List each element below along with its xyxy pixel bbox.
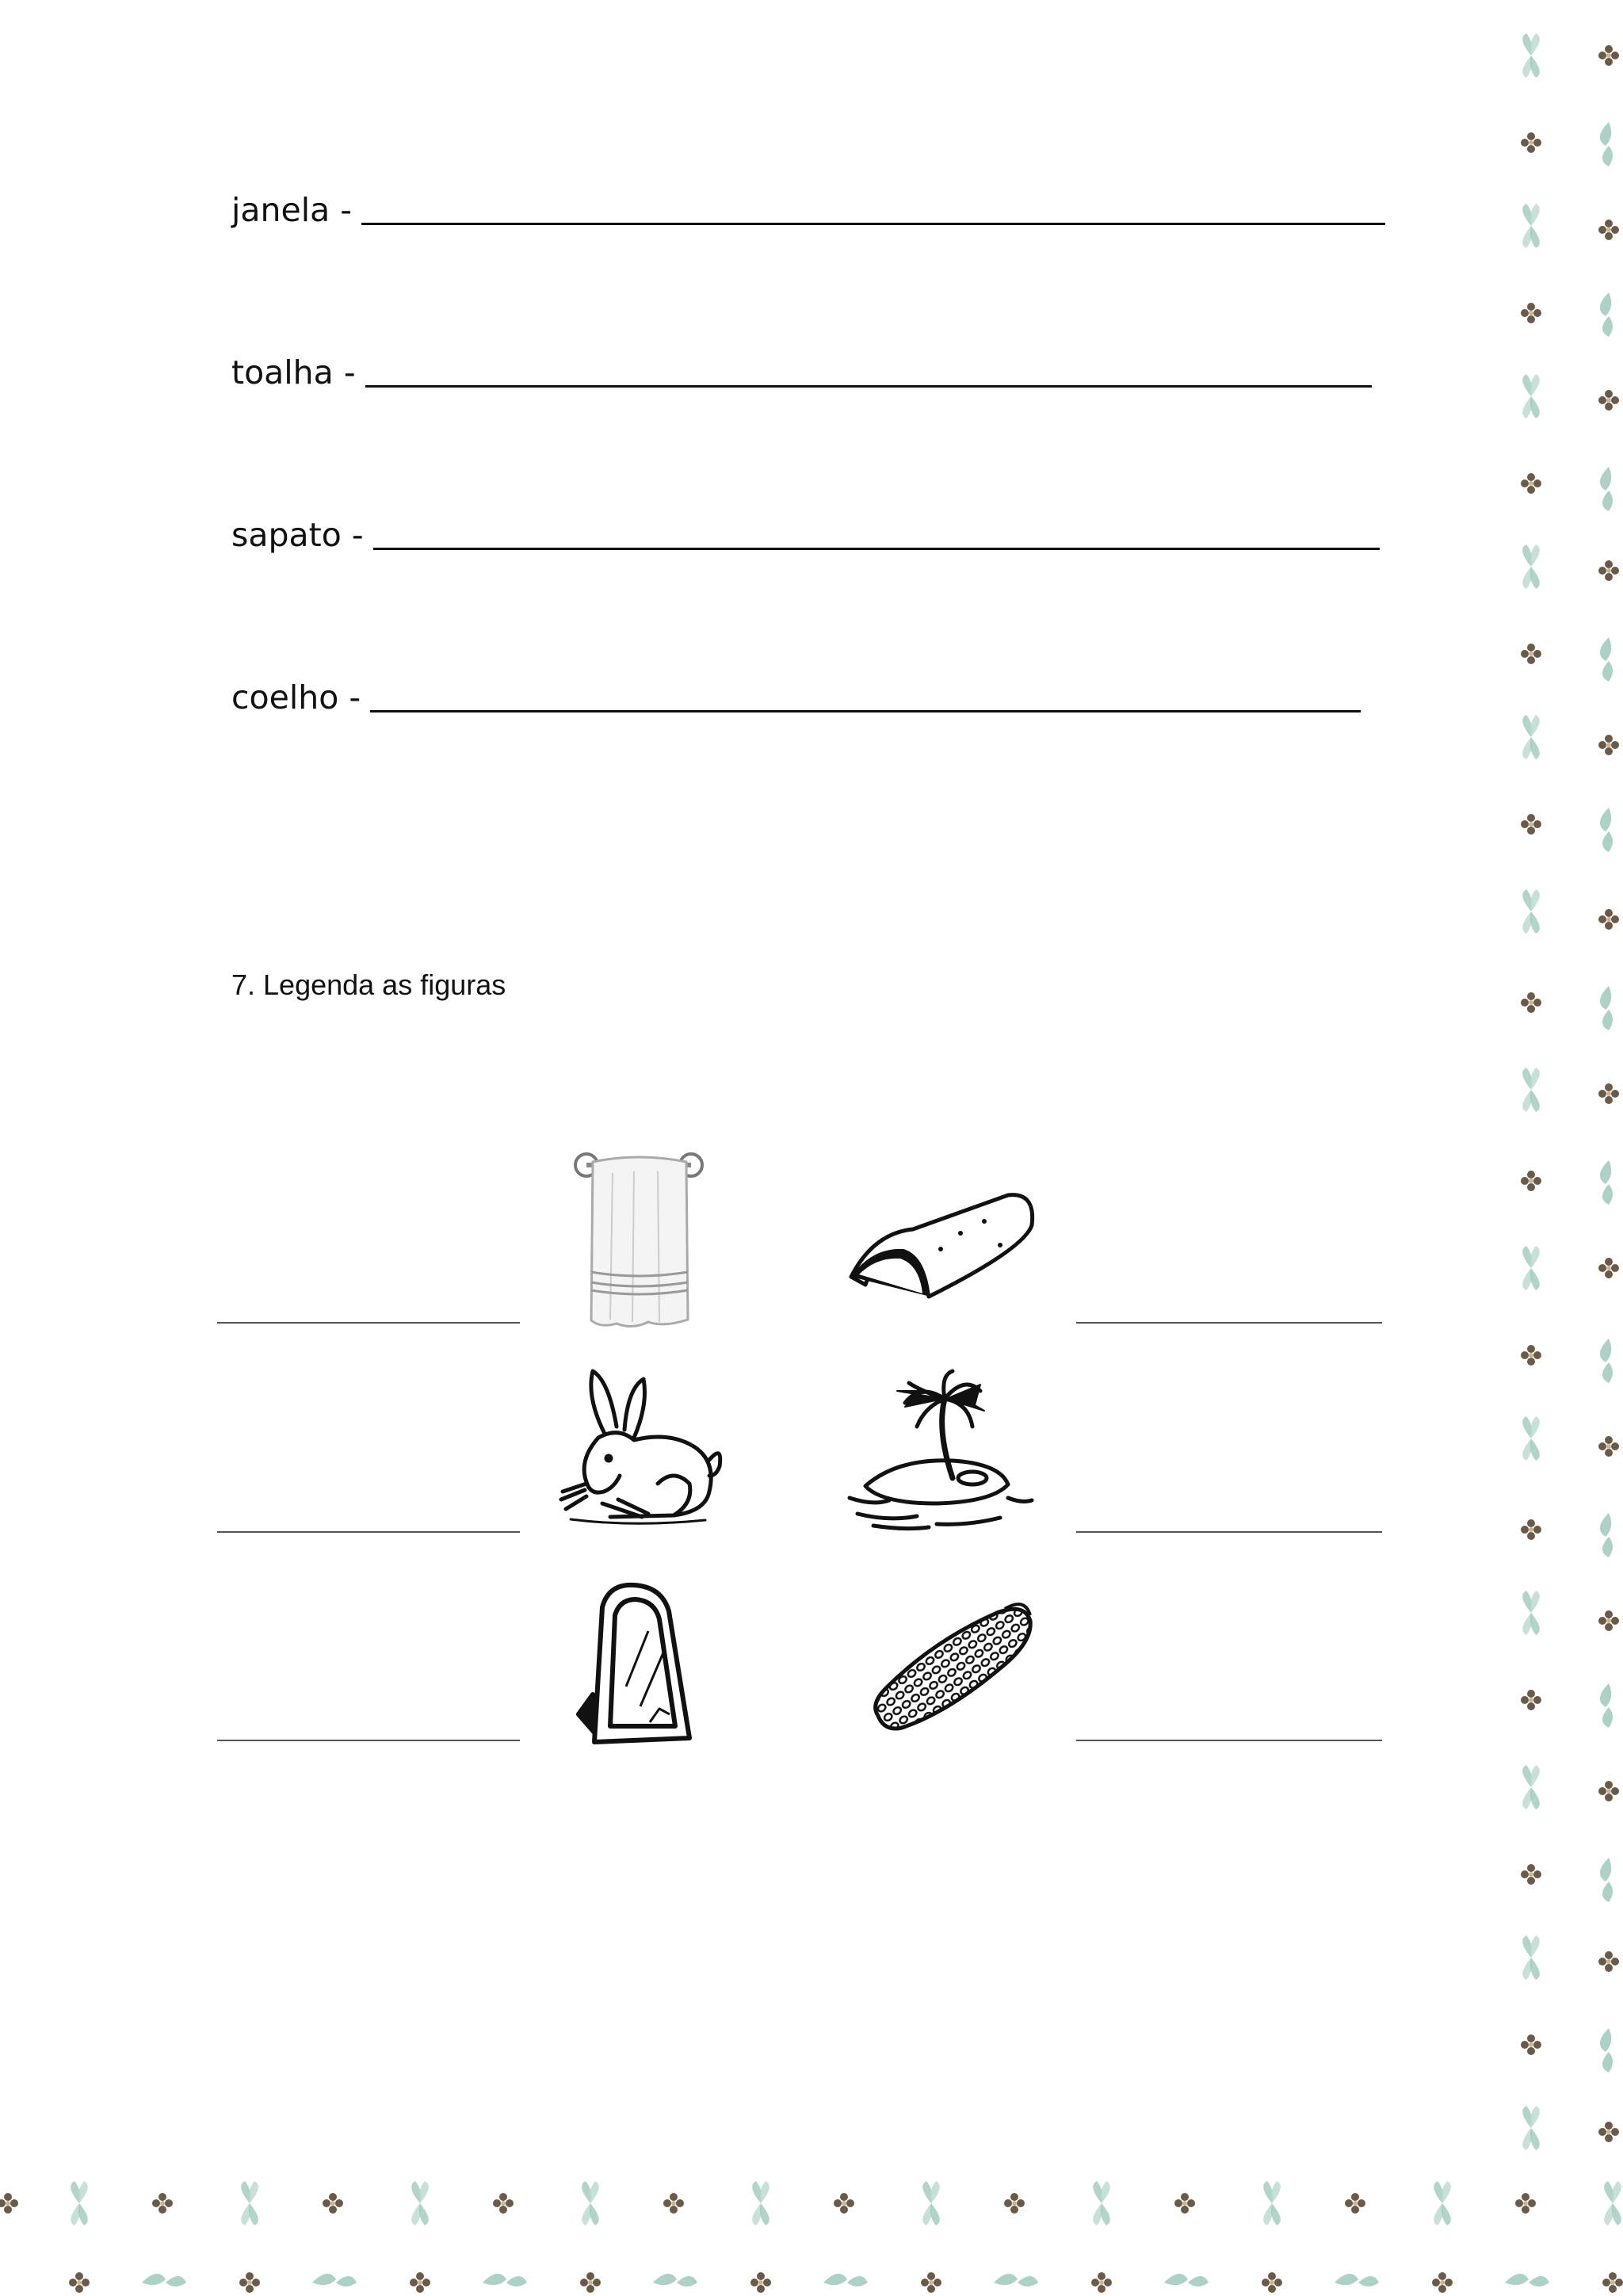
word-row-toalha	[231, 346, 1372, 394]
answer-line[interactable]	[361, 223, 1385, 225]
rabbit-icon	[555, 1365, 729, 1531]
word-label: coelho -	[231, 678, 361, 716]
roof-tile-icon	[842, 1186, 1040, 1312]
word-label: janela -	[231, 191, 353, 229]
decorative-border-bottom	[0, 2164, 1623, 2296]
word-label: sapato -	[231, 516, 364, 554]
caption-line-left-2[interactable]	[217, 1531, 520, 1533]
caption-line-left-3[interactable]	[217, 1740, 520, 1741]
word-row-janela	[231, 184, 1385, 231]
island-icon	[842, 1367, 1040, 1534]
exercise-heading: 7. Legenda as figuras	[231, 968, 506, 1001]
answer-line[interactable]	[373, 548, 1380, 550]
towel-icon	[569, 1141, 708, 1331]
word-label: toalha -	[231, 353, 356, 392]
answer-line[interactable]	[370, 710, 1361, 712]
caption-line-right-1[interactable]	[1076, 1322, 1382, 1324]
answer-line[interactable]	[365, 385, 1372, 388]
caption-line-right-2[interactable]	[1076, 1531, 1382, 1533]
word-row-sapato	[231, 509, 1380, 556]
caption-line-right-3[interactable]	[1076, 1740, 1382, 1741]
caption-line-left-1[interactable]	[217, 1322, 520, 1324]
corn-icon	[862, 1593, 1035, 1736]
mirror-icon	[571, 1576, 705, 1746]
decorative-border-right	[1490, 0, 1623, 2296]
word-row-coelho	[231, 671, 1361, 719]
